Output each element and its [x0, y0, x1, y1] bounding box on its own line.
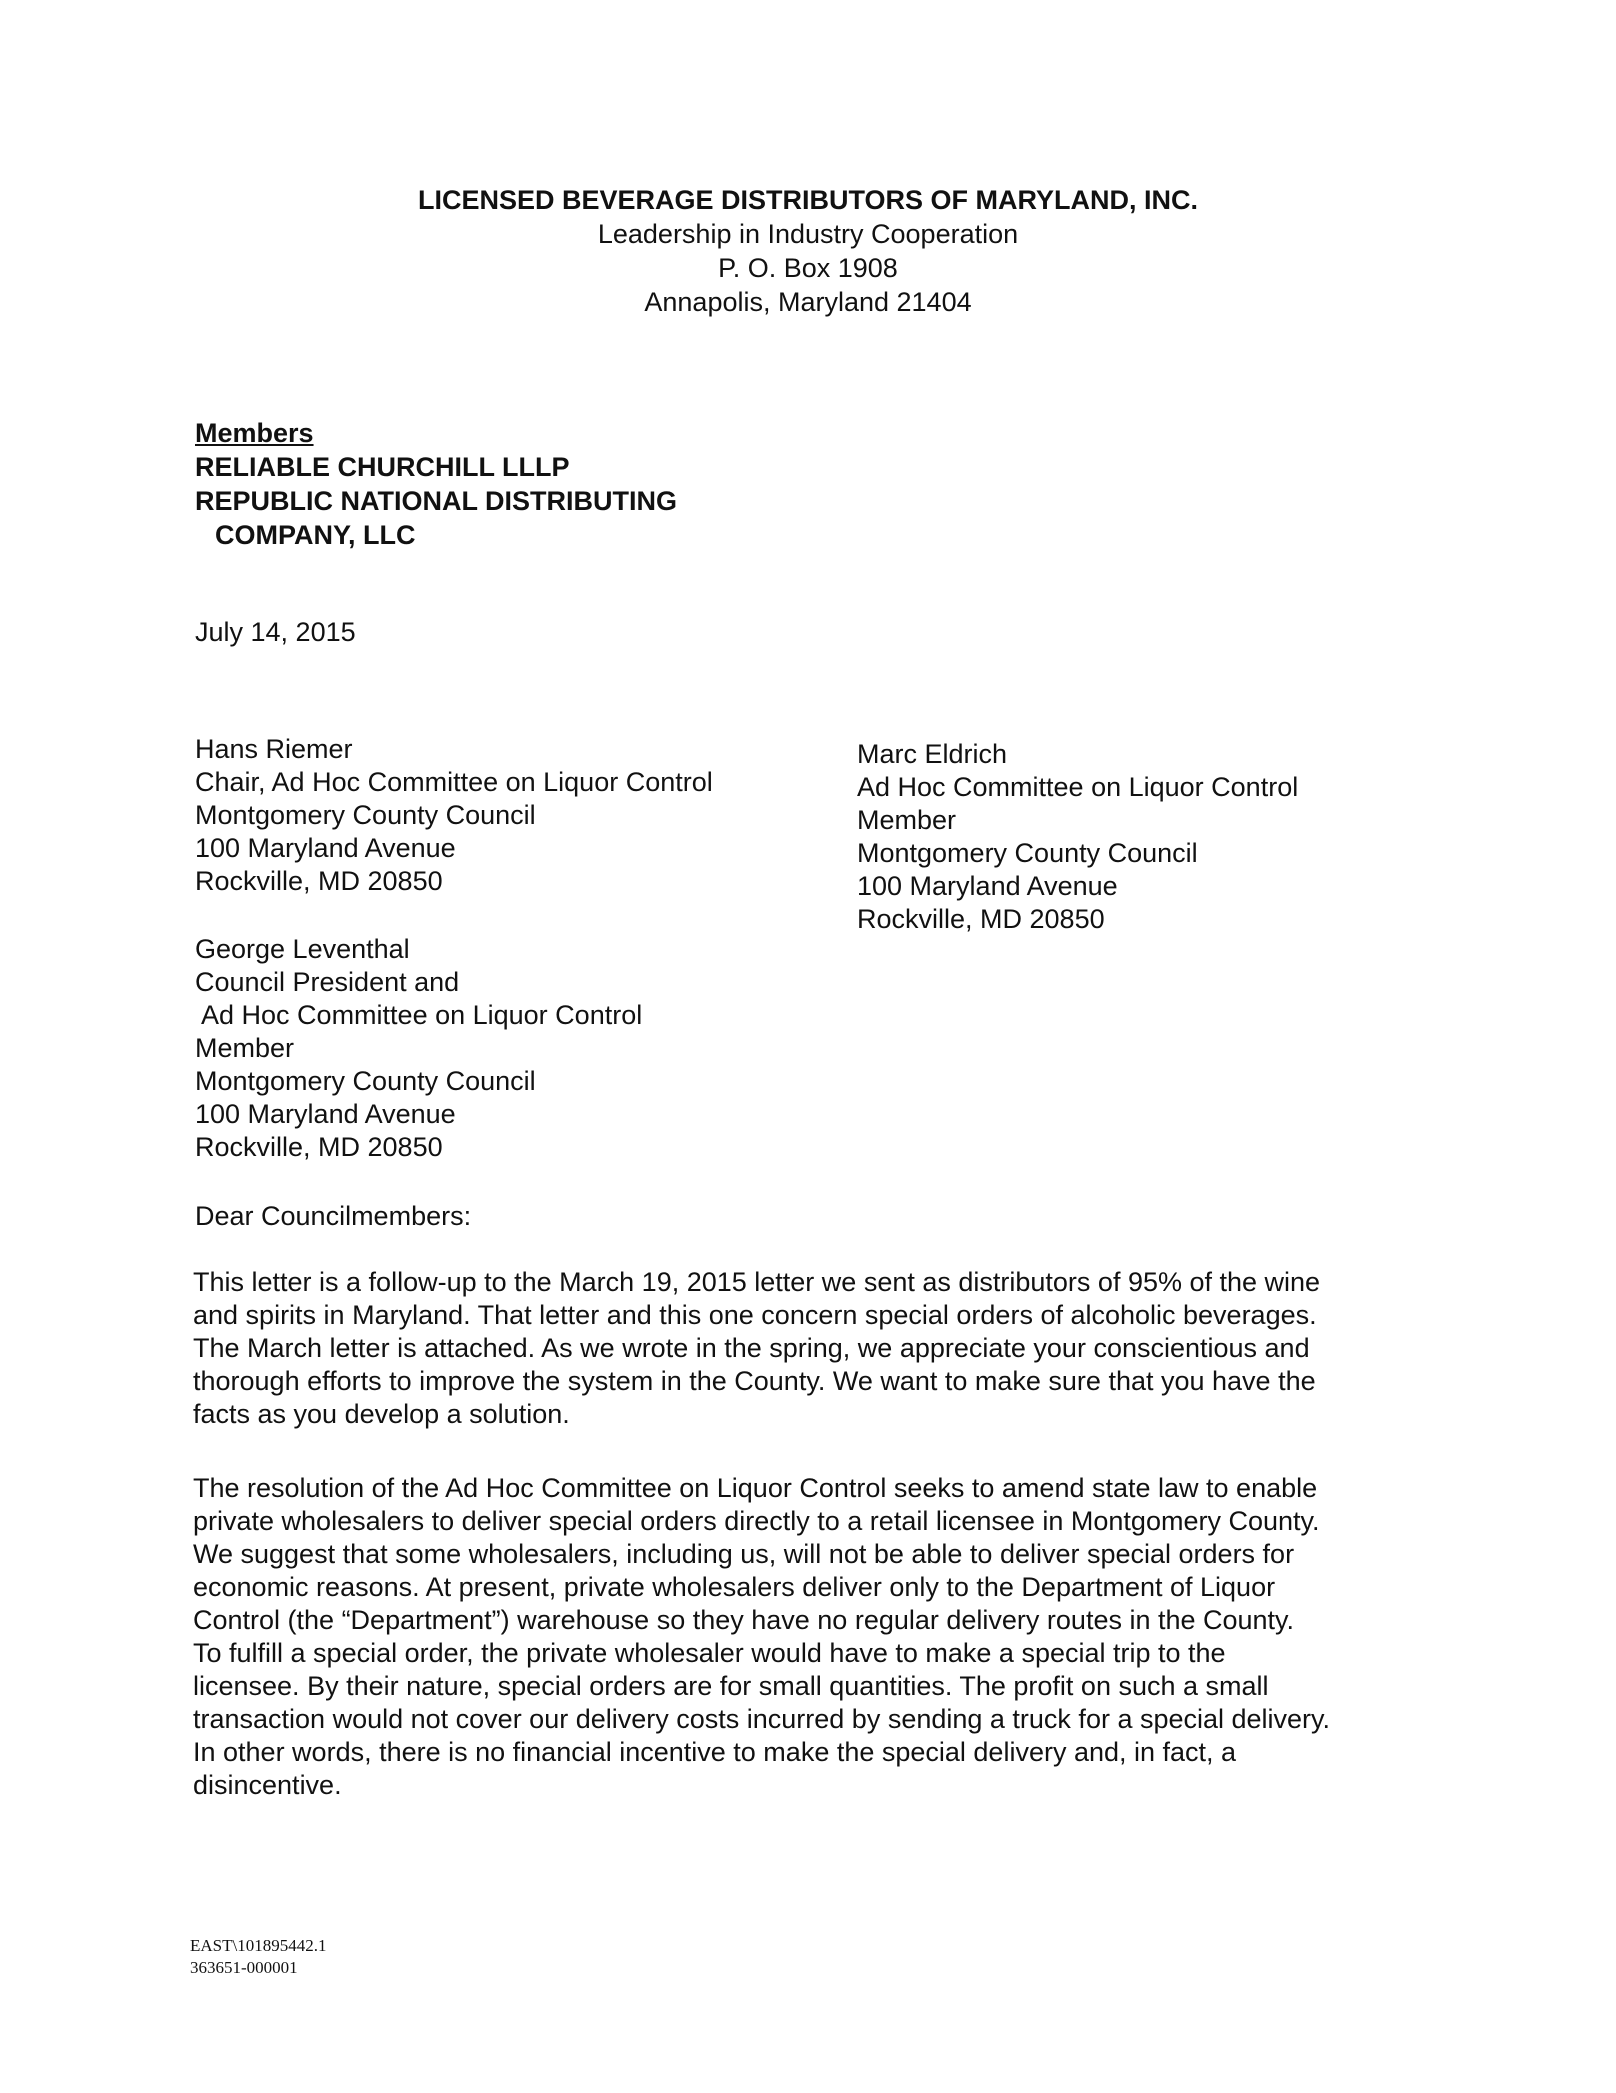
body-paragraph-2	[193, 1472, 1423, 1802]
address-line: George Leventhal	[195, 934, 410, 964]
address-line: 100 Maryland Avenue	[195, 1099, 456, 1129]
paragraph-line: The March letter is attached. As we wrote in the spring, we appreciate your conscientious and	[193, 1333, 1310, 1363]
paragraph-line: This letter is a follow-up to the March 19, 2015 letter we sent as distributors of 95% of the wine	[193, 1267, 1321, 1297]
paragraph-line: Control (the “Department”) warehouse so they have no regular delivery routes in the County.	[193, 1605, 1295, 1635]
organization-tagline: Leadership in Industry Cooperation	[597, 219, 1019, 249]
organization-city: Annapolis, Maryland 21404	[644, 287, 972, 317]
recipient-address-riemer	[195, 733, 713, 898]
address-line: Hans Riemer	[195, 734, 353, 764]
address-line: Rockville, MD 20850	[857, 904, 1105, 934]
address-line: Rockville, MD 20850	[195, 1132, 443, 1162]
body-paragraph-1	[193, 1266, 1423, 1431]
paragraph-line: economic reasons. At present, private wholesalers deliver only to the Department of Liquor	[193, 1572, 1276, 1602]
paragraph-line: transaction would not cover our delivery costs incurred by sending a truck for a special delivery.	[193, 1704, 1331, 1734]
paragraph-line: thorough efforts to improve the system in the County. We want to make sure that you have the	[193, 1366, 1316, 1396]
member-line: REPUBLIC NATIONAL DISTRIBUTING	[195, 486, 677, 516]
address-line: Montgomery County Council	[195, 1066, 536, 1096]
recipient-address-eldrich	[857, 738, 1298, 936]
letter-date: July 14, 2015	[195, 617, 356, 647]
organization-po-box: P. O. Box 1908	[718, 253, 898, 283]
address-line: Rockville, MD 20850	[195, 866, 443, 896]
paragraph-line: We suggest that some wholesalers, including us, will not be able to deliver special orders for	[193, 1539, 1295, 1569]
salutation: Dear Councilmembers:	[195, 1201, 472, 1231]
paragraph-line: private wholesalers to deliver special orders directly to a retail licensee in Montgomery County.	[193, 1506, 1320, 1536]
member-line: RELIABLE CHURCHILL LLLP	[195, 452, 570, 482]
document-id: EAST\101895442.1	[190, 1936, 327, 1955]
letterhead	[200, 183, 1416, 319]
address-line: 100 Maryland Avenue	[857, 871, 1118, 901]
address-line: Member	[195, 1033, 295, 1063]
address-line: Member	[857, 805, 957, 835]
paragraph-line: disincentive.	[193, 1770, 342, 1800]
address-line: 100 Maryland Avenue	[195, 833, 456, 863]
members-block	[195, 416, 677, 552]
organization-name: LICENSED BEVERAGE DISTRIBUTORS OF MARYLAND, INC.	[417, 185, 1199, 215]
address-line: Montgomery County Council	[857, 838, 1198, 868]
paragraph-line: To fulfill a special order, the private wholesaler would have to make a special trip to the	[193, 1638, 1226, 1668]
members-heading: Members	[195, 418, 314, 448]
paragraph-line: licensee. By their nature, special orders are for small quantities. The profit on such a small	[193, 1671, 1269, 1701]
paragraph-line: facts as you develop a solution.	[193, 1399, 570, 1429]
document-footer	[190, 1935, 326, 1979]
paragraph-line: In other words, there is no financial incentive to make the special delivery and, in fact, a	[193, 1737, 1237, 1767]
matter-number: 363651-000001	[190, 1958, 298, 1977]
member-line: COMPANY, LLC	[215, 520, 416, 550]
address-line: Ad Hoc Committee on Liquor Control	[195, 1000, 643, 1030]
address-line: Chair, Ad Hoc Committee on Liquor Control	[195, 767, 713, 797]
paragraph-line: The resolution of the Ad Hoc Committee on Liquor Control seeks to amend state law to enable	[193, 1473, 1318, 1503]
address-line: Council President and	[195, 967, 460, 997]
paragraph-line: and spirits in Maryland. That letter and this one concern special orders of alcoholic beverages.	[193, 1300, 1317, 1330]
address-line: Ad Hoc Committee on Liquor Control	[857, 772, 1299, 802]
recipient-address-leventhal	[195, 933, 642, 1164]
address-line: Marc Eldrich	[857, 739, 1008, 769]
address-line: Montgomery County Council	[195, 800, 536, 830]
